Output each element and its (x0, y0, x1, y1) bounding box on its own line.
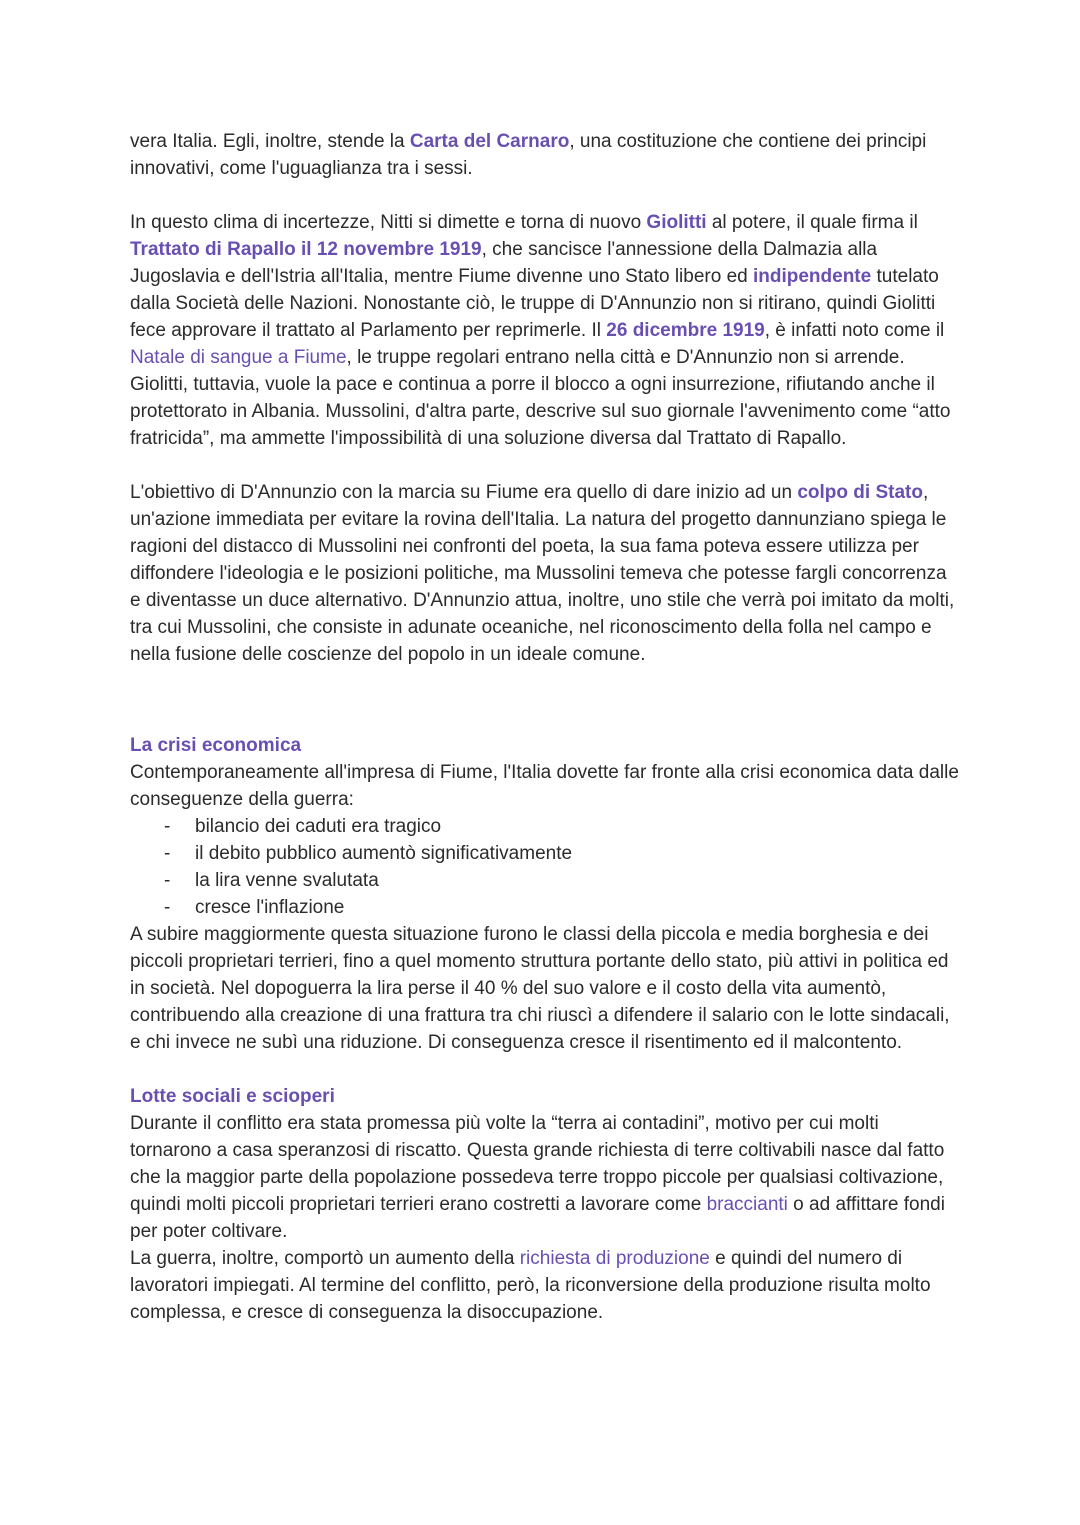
paragraph-colpo-di-stato (130, 479, 960, 668)
text: , che sancisce l'annessione della Dalmazia alla Jugoslavia e dell'Istria all'Italia, mentre Fiume divenne uno Stato libero ed (130, 239, 878, 287)
text: In questo clima di incertezze, Nitti si dimette e torna di nuovo (130, 212, 647, 233)
paragraph-terra-ai-contadini (130, 1110, 960, 1245)
text: al potere, il quale firma il (706, 212, 918, 233)
paragraph-richiesta-produzione (130, 1245, 960, 1326)
section-heading-crisi-economica: La crisi economica (130, 735, 302, 756)
text: tutelato dalla Società delle Nazioni. Nonostante ciò, le truppe di D'Annunzio non si ritirano, quindi Giolitti fece approvare il trattato al Parlamento per reprimerle. Il (130, 266, 939, 341)
document-body (130, 128, 960, 1326)
highlight-richiesta-di-produzione: richiesta di produzione (519, 1248, 710, 1269)
list-item: - bilancio dei caduti era tragico (130, 813, 960, 840)
list-item: - cresce l'inflazione (130, 894, 960, 921)
text: o ad affittare fondi per poter coltivare. (130, 1194, 945, 1242)
highlight-carta-del-carnaro: Carta del Carnaro (409, 131, 570, 152)
text: e quindi del numero di lavoratori impiegati. Al termine del conflitto, però, la riconversione della produzione risulta molto complessa, e cresce di conseguenza la disoccupazione. (130, 1248, 931, 1323)
highlight-giolitti: Giolitti (646, 212, 707, 233)
list-item: - la lira venne svalutata (130, 867, 960, 894)
section-heading-lotte-sociali: Lotte sociali e scioperi (130, 1086, 335, 1107)
text: Durante il conflitto era stata promessa più volte la “terra ai contadini”, motivo per cui molti tornarono a casa speranzosi di riscatto. Questa grande richiesta di terre coltivabili nasce dal fatto che la maggior parte della popolazione possedeva terre troppo piccole per qualsiasi coltivazione, quindi molti piccoli proprietari terrieri erano costretti a lavorare come (130, 1113, 945, 1215)
text: , un'azione immediata per evitare la rovina dell'Italia. La natura del progetto dannunziano spiega le ragioni del distacco di Mussolini nei confronti del poeta, la sua fama poteva essere utilizza per diffondere l'ideologia e le posizioni politiche, ma Mussolini temeva che potesse fargli concorrenza e diventasse un duce alternativo. D'Annunzio attua, inoltre, uno stile che verrà poi imitato da molti, tra cui Mussolini, che consiste in adunate oceaniche, nel riconoscimento della folla nel campo e nella fusione delle coscienze del popolo in un ideale comune. (130, 482, 955, 665)
text: , è infatti noto come il (764, 320, 945, 341)
text: L'obiettivo di D'Annunzio con la marcia su Fiume era quello di dare inizio ad un (130, 482, 798, 503)
paragraph-trattato-rapallo (130, 209, 960, 452)
highlight-26-dicembre: 26 dicembre 1919 (606, 320, 765, 341)
text: , le truppe regolari entrano nella città e D'Annunzio non si arrende. Giolitti, tuttavia, vuole la pace e continua a porre il blocco a ogni insurrezione, rifiutando anche il protettorato in Albania. Mussolini, d'altra parte, descrive sul suo giornale l'avvenimento come “atto fratricida”, ma ammette l'impossibilità di una soluzione diversa dal Trattato di Rapallo. (130, 347, 951, 449)
list-item: - il debito pubblico aumentò significativamente (130, 840, 960, 867)
highlight-colpo-di-stato: colpo di Stato (797, 482, 923, 503)
text: La guerra, inoltre, comportò un aumento della (130, 1248, 520, 1269)
highlight-trattato-rapallo: Trattato di Rapallo il 12 novembre 1919 (130, 239, 482, 260)
paragraph-carta-del-carnaro (130, 128, 960, 182)
highlight-indipendente: indipendente (752, 266, 872, 287)
text: , una costituzione che contiene dei principi innovativi, come l'uguaglianza tra i sessi. (130, 131, 927, 179)
highlight-braccianti: braccianti (706, 1194, 788, 1215)
highlight-natale-di-sangue: Natale di sangue a Fiume (130, 347, 347, 368)
paragraph-crisi-body: A subire maggiormente questa situazione furono le classi della piccola e media borghesia e dei piccoli proprietari terrieri, fino a quel momento struttura portante dello stato, più attivi in politica ed in società. Nel dopoguerra la lira perse il 40 % del suo valore e il costo della vita aumentò, contribuendo alla creazione di una frattura tra chi riuscì a difendere il salario con le lotte sindacali, e chi invece ne subì una riduzione. Di conseguenza cresce il risentimento ed il malcontento. (130, 924, 950, 1053)
text: vera Italia. Egli, inoltre, stende la (130, 131, 410, 152)
paragraph-crisi-intro: Contemporaneamente all'impresa di Fiume, l'Italia dovette far fronte alla crisi economica data dalle conseguenze della guerra: (130, 762, 959, 810)
consequences-list (130, 813, 960, 921)
